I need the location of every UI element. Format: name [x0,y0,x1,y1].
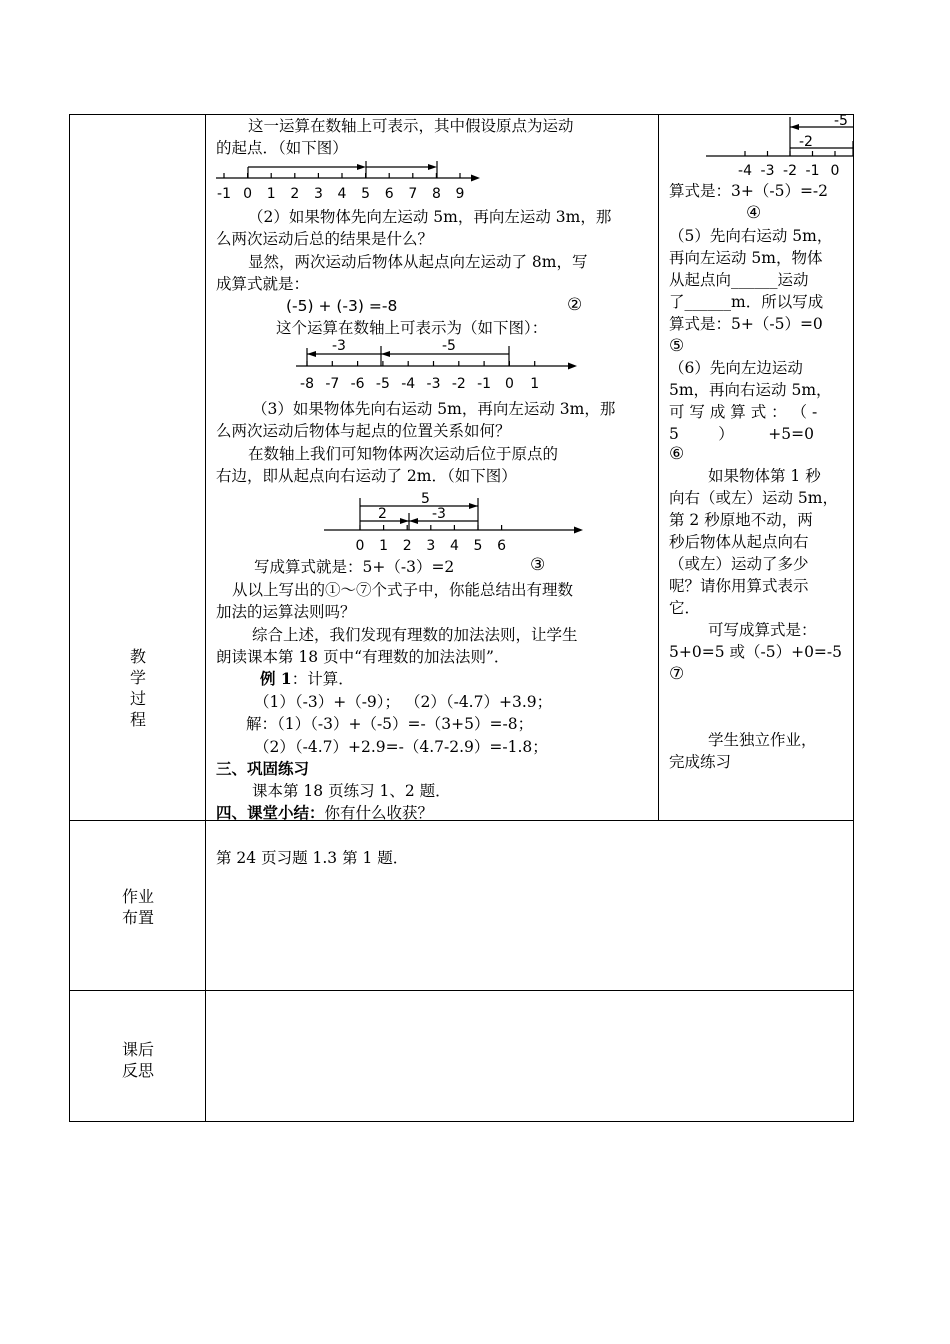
tick-label: -1 [477,376,492,392]
process-header-char-3: 过 [129,689,146,708]
section-3-heading: 三、巩固练习 [216,759,310,778]
side-line: 5 ） +5=0 [669,425,814,443]
side-line: 如果物体第 1 秒 [708,467,821,485]
tick-label: 0 [243,186,253,202]
main-line: 从以上写出的①～⑦个式子中，你能总结出有理数 [232,581,574,599]
header-column-divider [205,114,206,1122]
number-line-4-label-b: -2 [799,134,813,150]
main-line: 这一运算在数轴上可表示，其中假设原点为运动 [248,117,574,135]
main-line: 在数轴上我们可知物体两次运动后位于原点的 [248,445,559,463]
tick-label: -7 [325,376,340,392]
tick-label: 0 [830,163,840,177]
tick-label: -4 [738,163,752,177]
section-4-heading: 四、课堂小结： [216,803,325,822]
number-line-3-label-b: -3 [432,506,446,522]
circled-number-7: ⑦ [669,664,685,684]
main-line: 加法的运算法则吗？ [216,603,356,621]
tick-label: 1 [266,186,276,202]
side-line: 可写成算式是： [708,621,817,639]
tick-label: -8 [300,376,314,392]
reflection-header-line-2: 反思 [121,1061,154,1080]
tick-label: 9 [455,186,465,202]
circled-number-4: ④ [746,203,762,223]
number-line-4 [700,115,853,177]
side-line: 学生独立作业， [708,731,817,749]
tick-label: 6 [384,186,394,202]
homework-header-line-2: 布置 [121,908,154,927]
tick-label: -2 [451,376,466,392]
side-line: （6）先向左边运动 [669,359,803,377]
circled-number-3: ③ [530,555,546,575]
row-divider-2 [69,990,854,991]
circled-number-5: ⑤ [669,336,685,356]
side-line: 秒后物体从起点向右 [669,533,809,551]
table-border-right [853,114,854,1122]
row-divider-1 [69,820,854,821]
main-line: 么两次运动后总的结果是什么？ [216,230,434,248]
number-line-2-label-a: -3 [332,338,346,354]
section-4-line [216,803,433,823]
number-line-3-label-top: 5 [421,491,430,507]
main-line: 解：（1）（-3）+（-5）=-（3+5）=-8； [246,715,534,733]
process-header-char-2: 学 [129,668,146,687]
tick-label: 2 [402,538,412,554]
main-line: （3）如果物体先向右运动 5m，再向左运动 3m，那 [252,400,616,418]
tick-label: 5 [361,186,371,202]
side-line: （或左）运动了多少 [669,555,809,573]
reflection-header [73,1039,203,1081]
side-line: 完成练习 [669,753,732,771]
main-line: 么两次运动后物体与起点的位置关系如何？ [216,422,511,440]
process-header-char-4: 程 [129,710,146,729]
section-4-text: 你有什么收获？ [324,804,434,822]
tick-label: 3 [313,186,323,202]
tick-label: 0 [504,376,514,392]
tick-label: 4 [449,538,459,554]
tick-label: -6 [350,376,365,392]
equation-3: 写成算式就是：5+（-3）=2 [254,558,455,576]
circled-number-2: ② [567,295,583,315]
tick-label: -3 [426,376,441,392]
number-line-2 [290,336,580,394]
number-line-2-label-b: -5 [442,338,456,354]
tick-label: 3 [426,538,436,554]
main-line: 课本第 18 页练习 1、2 题． [252,782,451,800]
reflection-header-line-1: 课后 [121,1040,154,1059]
number-line-1 [212,158,482,204]
tick-label: 2 [290,186,300,202]
main-line: 朗读课本第 18 页中“有理数的加法法则”． [216,648,510,666]
circled-number-6: ⑥ [669,444,685,464]
main-line: （1）（-3）+（-9）； （2）（-4.7）+3.9； [254,693,553,711]
equation-2: (-5) + (-3) =-8 [286,297,398,315]
tick-label: -5 [375,376,390,392]
tick-label: 4 [337,186,347,202]
main-line: 的起点．（如下图） [216,139,348,157]
tick-label: 1 [379,538,389,554]
tick-label: 7 [408,186,418,202]
side-line: 呢？请你用算式表示 [669,577,809,595]
tick-label: -1 [217,186,231,202]
homework-text: 第 24 页习题 1.3 第 1 题． [216,849,409,867]
tick-label: 8 [431,186,441,202]
example-label: 例 1 [260,669,292,688]
tick-label: -2 [783,163,797,177]
side-line: （5）先向右运动 5m， [669,227,833,245]
main-line: （2）（-4.7）+2.9=-（4.7-2.9）=-1.8； [254,738,548,756]
main-line: 右边，即从起点向右运动了 2m．（如下图） [216,467,517,485]
side-line: 5m，再向右运动 5m， [669,381,832,399]
main-line: （2）如果物体先向左运动 5m，再向左运动 3m，那 [248,208,612,226]
side-line: 算式是：5+（-5）=0 [669,315,823,333]
side-line: 再向左运动 5m，物体 [669,249,823,267]
tick-label: -1 [805,163,820,177]
side-line: 5+0=5 或（-5）+0=-5 [669,643,843,661]
side-line: 了______m．所以写成 [669,293,824,311]
main-line: 显然，两次运动后物体从起点向左运动了 8m，写 [248,253,588,271]
tick-label: 5 [473,538,483,554]
main-line: 这个运算在数轴上可表示为（如下图）： [276,319,548,337]
table-border-bottom [69,1121,854,1122]
homework-header [73,886,203,928]
side-line: 向右（或左）运动 5m， [669,489,838,507]
homework-header-line-1: 作业 [121,887,154,906]
example-text: ：计算． [291,670,354,688]
process-header [73,646,203,730]
tick-label: 1 [530,376,540,392]
tick-label: 6 [497,538,507,554]
tick-label: -4 [401,376,416,392]
side-column-divider [658,114,659,821]
side-line: 可 写 成 算 式 ： （ - [669,403,818,421]
main-line: 成算式就是： [216,275,310,293]
side-line: 第 2 秒原地不动，两 [669,511,813,529]
side-line: 算式是：3+（-5）=-2 [669,182,829,200]
side-line: 从起点向______运动 [669,271,809,289]
number-line-3 [318,488,588,556]
table-border-left [69,114,70,1122]
tick-label: 0 [355,538,365,554]
tick-label: -3 [760,163,775,177]
main-line: 综合上述，我们发现有理数的加法法则，让学生 [252,626,578,644]
example-line [260,669,354,689]
side-line: 它． [669,599,701,617]
number-line-3-label-a: 2 [378,506,387,522]
number-line-4-label-a: -5 [834,115,848,129]
process-header-char-1: 教 [129,647,146,666]
